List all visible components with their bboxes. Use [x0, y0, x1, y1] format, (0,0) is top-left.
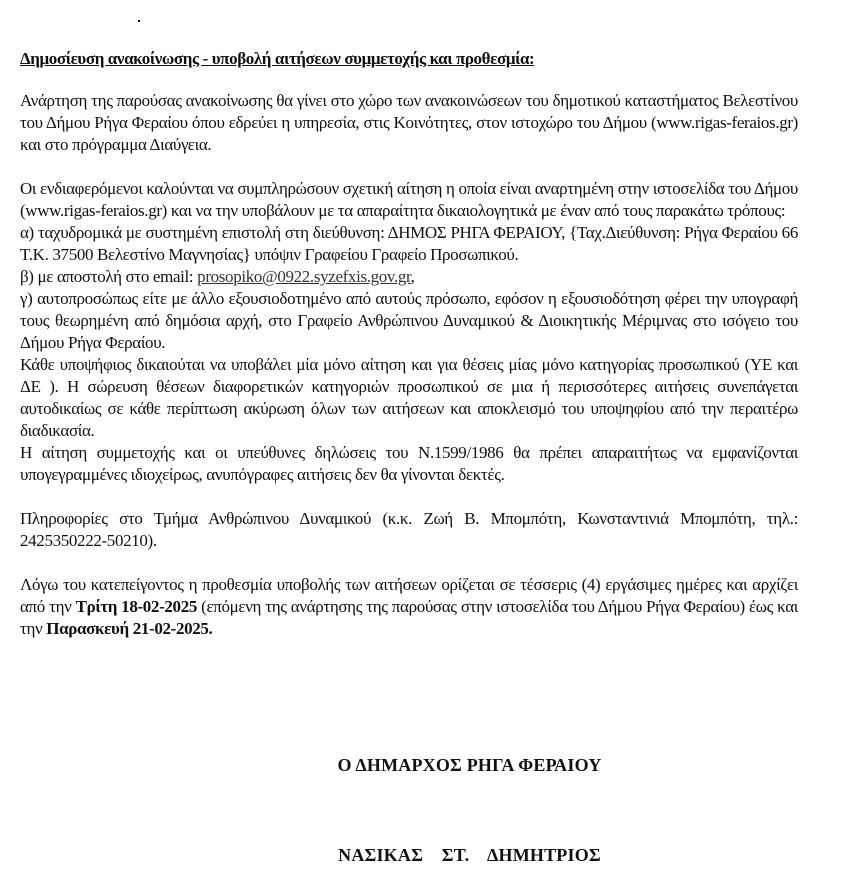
paragraph-option-post: α) ταχυδρομικά με συστημένη επιστολή στη διεύθυνση: ΔΗΜΟΣ ΡΗΓΑ ΦΕΡΑΙΟΥ, {Ταχ.Διεύθυνση: Ρήγα Φεραίου 66 Τ.Κ. 37500 Βελεστίνο Μαγνησίας} υπόψιν Γραφείου Γραφείο Προσωπικού. [20, 223, 798, 264]
email-prefix: β) με αποστολή στο email: [20, 267, 198, 286]
deadline-text-2: (επόμενη της ανάρτησης της παρούσας στην ιστοσελίδα του Δήμου Ρήγα Φεραίου) έως και την [20, 597, 799, 638]
paragraph-single-application: Κάθε υποψήφιος δικαιούται να υποβάλει μία μόνο αίτηση και για θέσεις μίας μόνο κατηγορίας προσωπικού (ΥΕ και ΔΕ ). Η σώρευση θέσεων διαφορετικών κατηγοριών προσωπικού σε μια ή περισσότερες αιτήσεις συνεπάγεται αυτοδικαίως σε κάθε περίπτωση ακύρωση όλων των αιτήσεων και αποκλεισμό του υποψηφίου από την περαιτέρω διαδικασία. [20, 355, 798, 440]
section-heading: Δημοσίευση ανακοίνωσης - υποβολή αιτήσεων συμμετοχής και προθεσμία: [20, 49, 535, 68]
paragraph-option-email [20, 266, 798, 288]
deadline-start-date: Τρίτη 18-02-2025 [75, 597, 198, 616]
paragraph-publication: Ανάρτηση της παρούσας ανακοίνωσης θα γίνει στο χώρο των ανακοινώσεων του δημοτικού καταστήματος Βελεστίνου του Δήμου Ρήγα Φεραίου όπου εδρεύει η υπηρεσία, στις Κοινότητες, στον ιστοχώρο του Δήμου (www.rigas-feraios.gr) και στο πρόγραμμα Διαύγεια. [20, 91, 798, 154]
email-suffix: , [410, 267, 415, 286]
paragraph-deadline [20, 574, 798, 640]
signature-name: ΝΑΣΙΚΑΣ ΣΤ. ΔΗΜΗΤΡΙΟΣ [338, 845, 601, 865]
stray-dot [138, 20, 140, 22]
paragraph-information: Πληροφορίες στο Τμήμα Ανθρώπινου Δυναμικού (κ.κ. Ζωή Β. Μπομπότη, Κωνσταντινιά Μπομπότη, τηλ.: 2425350222-50210). [20, 509, 798, 550]
announcement-body [20, 48, 798, 640]
paragraph-submission-intro: Οι ενδιαφερόμενοι καλούνται να συμπληρώσουν σχετική αίτηση η οποία είναι αναρτημένη στην ιστοσελίδα του Δήμου (www.rigas-feraios.gr) και να την υποβάλουν με τα απαραίτητα δικαιολογητικά με έναν από τους παρακάτω τρόπους: [20, 179, 798, 220]
email-link[interactable]: prosopiko@0922.syzefxis.gov.gr [197, 267, 411, 286]
deadline-text-1: Λόγω του κατεπείγοντος η προθεσμία υποβολής των αιτήσεων ορίζεται σε τέσσερις (4) εργάσιμες ημέρες και αρχίζει από την [20, 575, 798, 616]
deadline-end-date: Παρασκευή 21-02-2025. [46, 619, 213, 638]
paragraph-option-in-person: γ) αυτοπροσώπως είτε με άλλο εξουσιοδοτημένο από αυτούς πρόσωπο, εφόσον η εξουσιοδότηση φέρει την υπογραφή τους θεωρημένη από δημόσια αρχή, στο Γραφείο Ανθρώπινου Δυναμικού & Διοικητικής Μέριμνας στο ισόγειο του Δήμου Ρήγα Φεραίου. [20, 289, 798, 352]
signature-title: Ο ΔΗΜΑΡΧΟΣ ΡΗΓΑ ΦΕΡΑΙΟΥ [337, 755, 602, 775]
paragraph-signatures: Η αίτηση συμμετοχής και οι υπεύθυνες δηλώσεις του Ν.1599/1986 θα πρέπει απαραιτήτως να εμφανίζονται υπογεγραμμένες ιδιοχείρως, ανυπόγραφες αιτήσεις δεν θα γίνονται δεκτές. [20, 443, 798, 484]
